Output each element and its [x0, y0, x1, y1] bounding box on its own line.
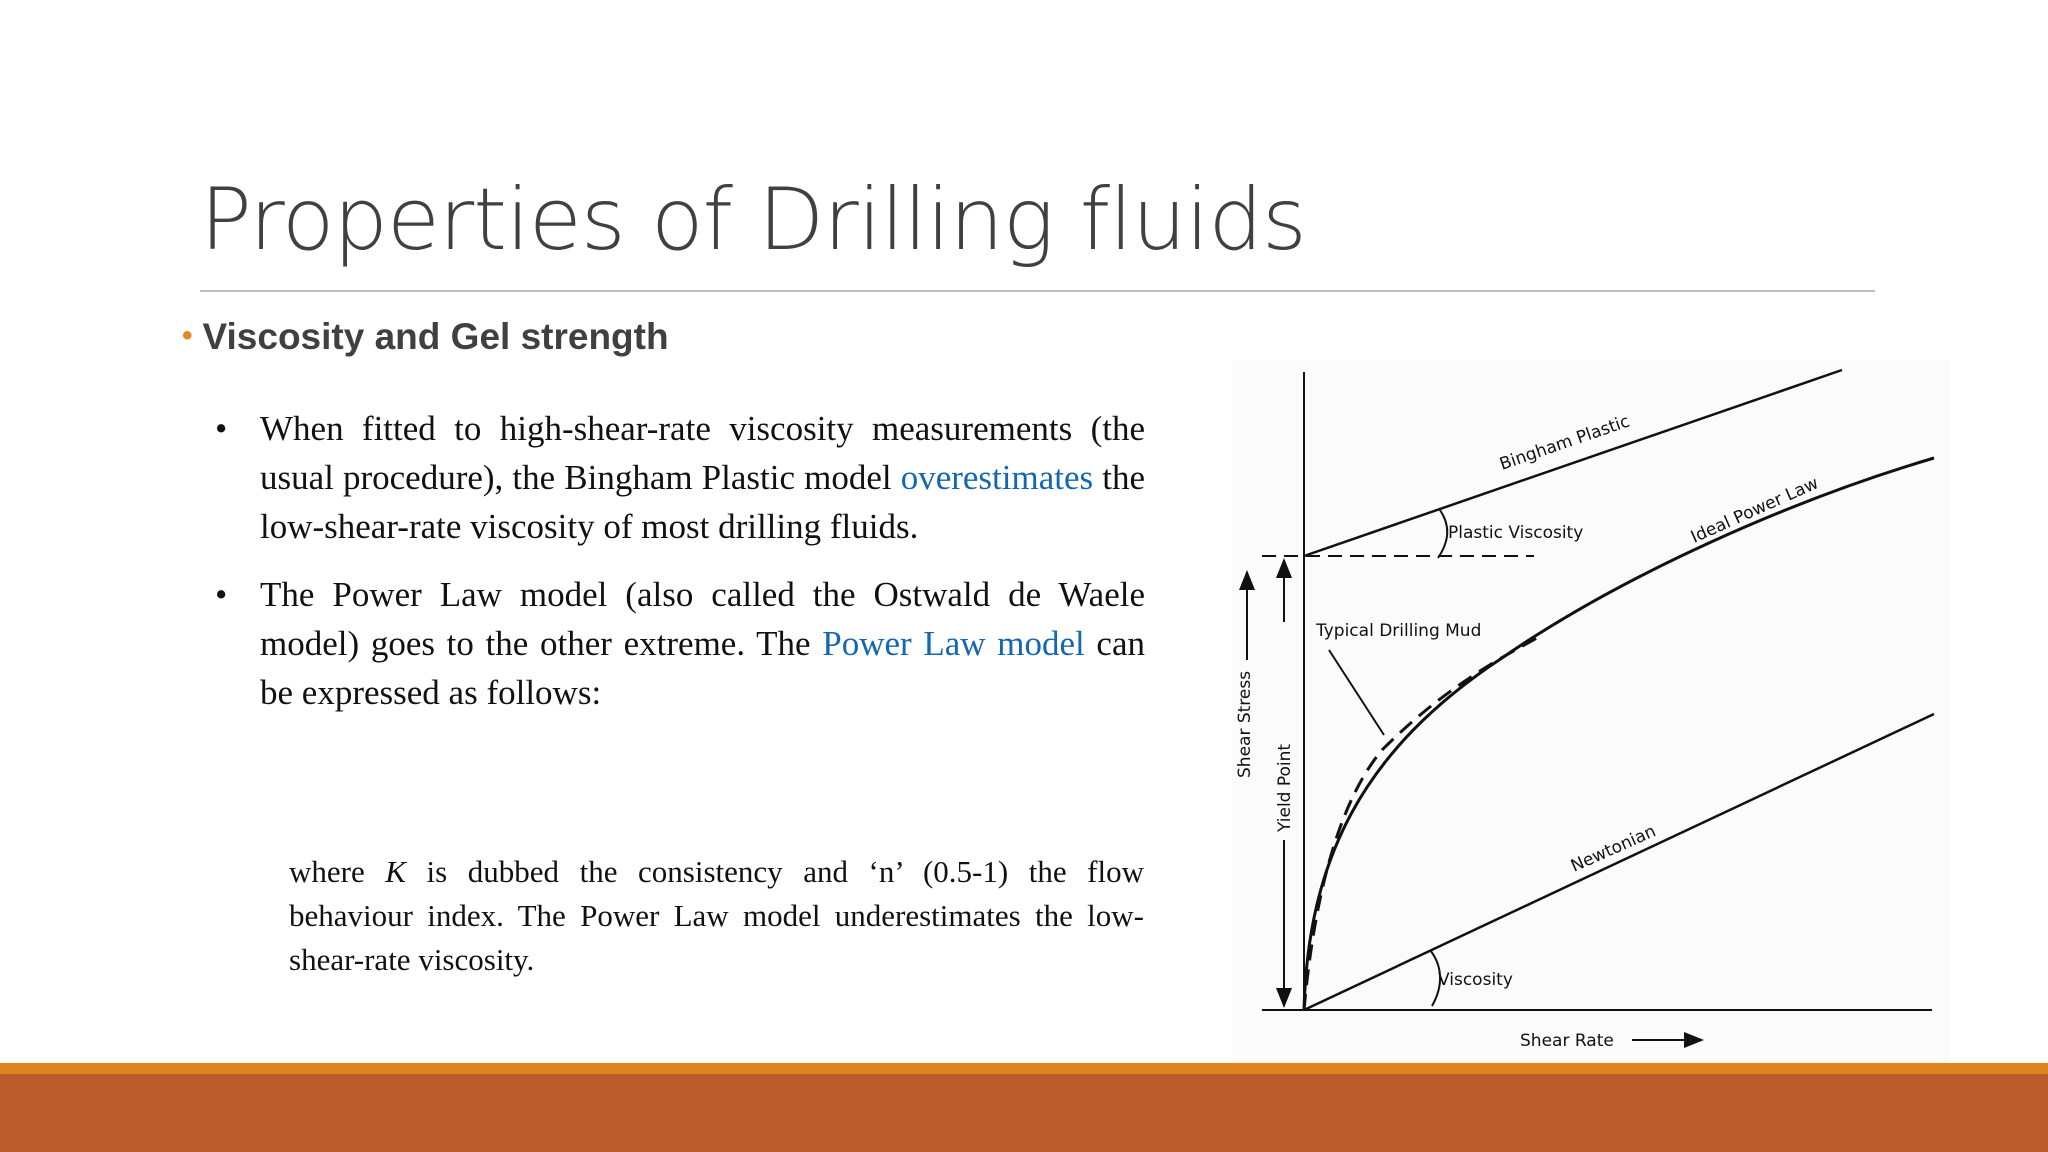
bullet-text: the low-shear-rate viscosity of most drilling fluids. [260, 458, 1145, 546]
bullet-text: can be expressed as follows: [260, 624, 1145, 712]
consistency-symbol: K [385, 854, 406, 889]
rheology-diagram-svg [1232, 360, 1950, 1064]
plastic-viscosity-label: Plastic Viscosity [1448, 523, 1584, 543]
plastic-viscosity-arc [1438, 510, 1447, 558]
rheology-diagram [1232, 360, 1950, 1064]
section-heading [182, 316, 669, 358]
bingham-plastic-label: Bingham Plastic [1497, 411, 1633, 475]
shear-stress-label: Shear Stress [1235, 670, 1255, 778]
bullet-list [215, 404, 1145, 736]
bullet-dot-icon: • [182, 319, 193, 352]
footer-accent-stripe [0, 1063, 2048, 1074]
ideal-power-law-label: Ideal Power Law [1687, 473, 1822, 548]
note-text: where [289, 854, 386, 889]
typical-mud-leader [1329, 650, 1384, 735]
section-heading-text: Viscosity and Gel strength [202, 316, 669, 357]
newtonian-label: Newtonian [1567, 821, 1660, 877]
bullet-item-bingham [215, 404, 1145, 551]
viscosity-label: Viscosity [1438, 970, 1513, 990]
yield-point-label: Yield Point [1275, 743, 1295, 832]
bullet-icon: • [215, 409, 228, 448]
note-text: is dubbed the consistency and ‘n’ (0.5-1) the flow behaviour index. The Power Law model underestimates the low-shear-rate viscosity. [289, 854, 1144, 977]
bullet-text: When fitted to high-shear-rate viscosity measurements (the usual procedure), the Bingham Plastic model [260, 409, 1145, 497]
slide-title: Properties of Drilling fluids [200, 170, 1306, 270]
power-law-note [289, 850, 1144, 982]
shear-rate-label: Shear Rate [1520, 1031, 1614, 1051]
bullet-text: The Power Law model (also called the Ostwald de Waele model) goes to the other extreme. The [260, 575, 1145, 663]
title-divider [200, 290, 1875, 292]
bullet-icon: • [215, 575, 228, 614]
typical-mud-label: Typical Drilling Mud [1316, 621, 1482, 641]
bullet-item-power-law [215, 570, 1145, 717]
ideal-power-law-curve [1304, 458, 1934, 1010]
power-law-model-link[interactable]: Power Law model [822, 624, 1085, 663]
overestimates-link[interactable]: overestimates [900, 458, 1094, 497]
footer-band [0, 1074, 2048, 1152]
newtonian-line [1304, 714, 1934, 1010]
